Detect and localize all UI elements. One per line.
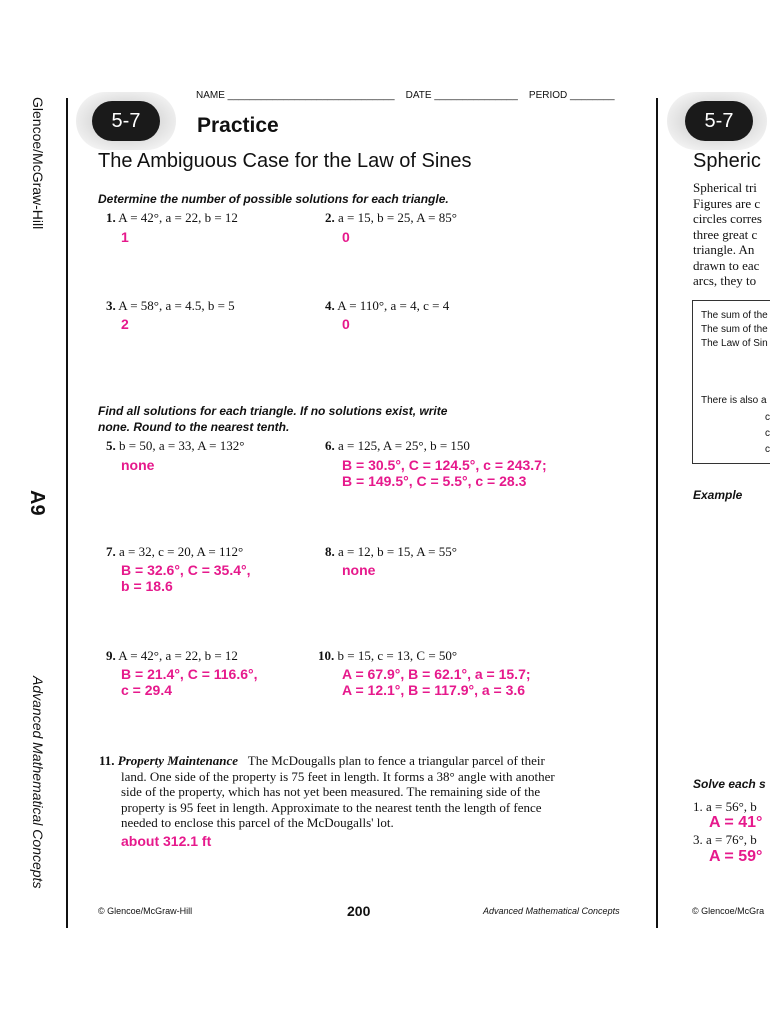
lesson-title: The Ambiguous Case for the Law of Sines (98, 150, 472, 172)
problem-11-line: land. One side of the property is 75 feet in length. It forms a 38° angle with another (121, 768, 555, 784)
answer-line: none (121, 457, 155, 473)
answer-7 (121, 562, 251, 594)
right-lesson-badge: 5-7 (685, 101, 753, 141)
right-problem-1: 1. a = 56°, b (693, 799, 757, 814)
problem-3 (106, 298, 235, 314)
problem-text: a = 125, A = 25°, b = 150 (338, 438, 470, 453)
sidebar-page-code: A9 (26, 490, 48, 516)
footer-page-number: 200 (347, 903, 371, 919)
sidebar-publisher: Glencoe/McGraw-Hill (30, 97, 46, 230)
name-field: NAME ______________________________ (196, 90, 395, 101)
answer-line: B = 30.5°, C = 124.5°, c = 243.7; (342, 457, 547, 473)
problem-11-line: side of the property, which has not yet been measured. The remaining side of the (121, 784, 541, 799)
answer-line: B = 32.6°, C = 35.4°, (121, 562, 251, 578)
problem-11-title: Property Maintenance (117, 753, 239, 768)
answer-10 (342, 666, 531, 698)
right-answer-3: A = 59° (709, 848, 763, 865)
problem-number: 4. (325, 298, 335, 313)
problem-text: b = 15, c = 13, C = 50° (337, 648, 458, 663)
problem-number: 11. (99, 753, 115, 768)
box-small-line: c (765, 428, 770, 439)
answer-3: 2 (121, 316, 129, 332)
answer-2: 0 (342, 229, 350, 245)
section2-instruction (98, 403, 447, 435)
right-footer: © Glencoe/McGra (692, 906, 765, 916)
problem-number: 9. (106, 648, 116, 663)
problem-11 (99, 753, 555, 831)
problem-number: 7. (106, 544, 116, 559)
problem-text: A = 58°, a = 4.5, b = 5 (118, 298, 235, 313)
right-answer-1: A = 41° (709, 814, 763, 831)
problem-10 (318, 648, 457, 664)
footer-copyright: © Glencoe/McGraw-Hill (98, 906, 193, 916)
answer-line: A = 12.1°, B = 117.9°, a = 3.6 (342, 682, 526, 698)
problem-number: 1. (106, 210, 116, 225)
problem-text: A = 42°, a = 22, b = 12 (118, 210, 238, 225)
answer-9 (121, 666, 258, 698)
answer-5 (121, 457, 154, 473)
problem-9 (106, 648, 238, 664)
problem-number: 10. (318, 648, 335, 663)
answer-line: A = 67.9°, B = 62.1°, a = 15.7; (342, 666, 531, 682)
text-line: circles corres (693, 211, 762, 226)
problem-2 (325, 210, 457, 226)
sidebar-book-title: Advanced Mathematical Concepts (30, 676, 46, 889)
problem-text: A = 42°, a = 22, b = 12 (118, 648, 238, 663)
problem-4 (325, 298, 449, 314)
text-line: arcs, they to (693, 273, 757, 288)
problem-number: 5. (106, 438, 116, 453)
problem-text: b = 50, a = 33, A = 132° (119, 438, 245, 453)
answer-6 (342, 457, 547, 489)
right-intro-text (693, 180, 762, 289)
date-field: DATE _______________ (405, 90, 518, 101)
problem-11-text: The McDougalls plan to fence a triangular parcel of their (247, 753, 545, 768)
right-problem-3: 3. a = 76°, b (693, 832, 757, 847)
right-page-rule (656, 98, 658, 928)
right-box-text-2: There is also a (701, 395, 767, 406)
problem-number: 2. (325, 210, 335, 225)
instruction-line: Find all solutions for each triangle. If no solutions exist, write (98, 404, 448, 418)
answer-11: about 312.1 ft (121, 833, 212, 849)
answer-line: B = 21.4°, C = 116.6°, (121, 666, 258, 682)
footer-book: Advanced Mathematical Concepts (483, 906, 620, 916)
text-line: Figures are c (693, 195, 761, 211)
problem-text: a = 12, b = 15, A = 55° (338, 544, 457, 559)
answer-line: none (342, 562, 376, 578)
right-solve-label: Solve each s (693, 777, 766, 791)
problem-number: 6. (325, 438, 335, 453)
lesson-badge: 5-7 (92, 101, 160, 141)
problem-text: a = 15, b = 25, A = 85° (338, 210, 457, 225)
header-fields (196, 90, 615, 101)
answer-8 (342, 562, 375, 578)
section1-instruction: Determine the number of possible solutions for each triangle. (98, 192, 449, 206)
problem-text: a = 32, c = 20, A = 112° (119, 544, 244, 559)
answer-line: c = 29.4 (121, 682, 172, 698)
box-line: The sum of the (701, 324, 768, 335)
answer-line: b = 18.6 (121, 578, 173, 594)
box-line: The Law of Sin (701, 338, 768, 349)
problem-1 (106, 210, 238, 226)
text-line: Spherical tri (693, 180, 757, 195)
problem-number: 8. (325, 544, 335, 559)
text-line: drawn to eac (693, 257, 760, 273)
problem-11-line: needed to enclose this parcel of the McDougalls' lot. (121, 815, 394, 830)
text-line: triangle. An (693, 242, 755, 257)
page-heading: Practice (197, 114, 279, 137)
problem-8 (325, 544, 457, 560)
instruction-line: none. Round to the nearest tenth. (98, 420, 290, 434)
problem-number: 3. (106, 298, 116, 313)
problem-5 (106, 438, 244, 454)
problem-6 (325, 438, 470, 454)
box-line: The sum of the (701, 310, 768, 321)
right-example-label: Example (693, 488, 743, 502)
answer-1: 1 (121, 229, 129, 245)
problem-11-line: property is 95 feet in length. Approximate to the nearest tenth the length of fence (121, 799, 542, 815)
box-small-line: c (765, 412, 770, 423)
answer-line: B = 149.5°, C = 5.5°, c = 28.3 (342, 473, 527, 489)
box-small-line: c (765, 444, 770, 455)
period-field: PERIOD ________ (528, 90, 615, 101)
problem-7 (106, 544, 243, 560)
right-box-text (701, 309, 768, 351)
problem-text: A = 110°, a = 4, c = 4 (337, 298, 450, 313)
left-page-rule (66, 98, 68, 928)
right-box-small (765, 410, 770, 458)
problem-11-line (99, 753, 555, 769)
right-title: Spheric (693, 150, 761, 172)
text-line: three great c (693, 226, 758, 242)
answer-4: 0 (342, 316, 350, 332)
